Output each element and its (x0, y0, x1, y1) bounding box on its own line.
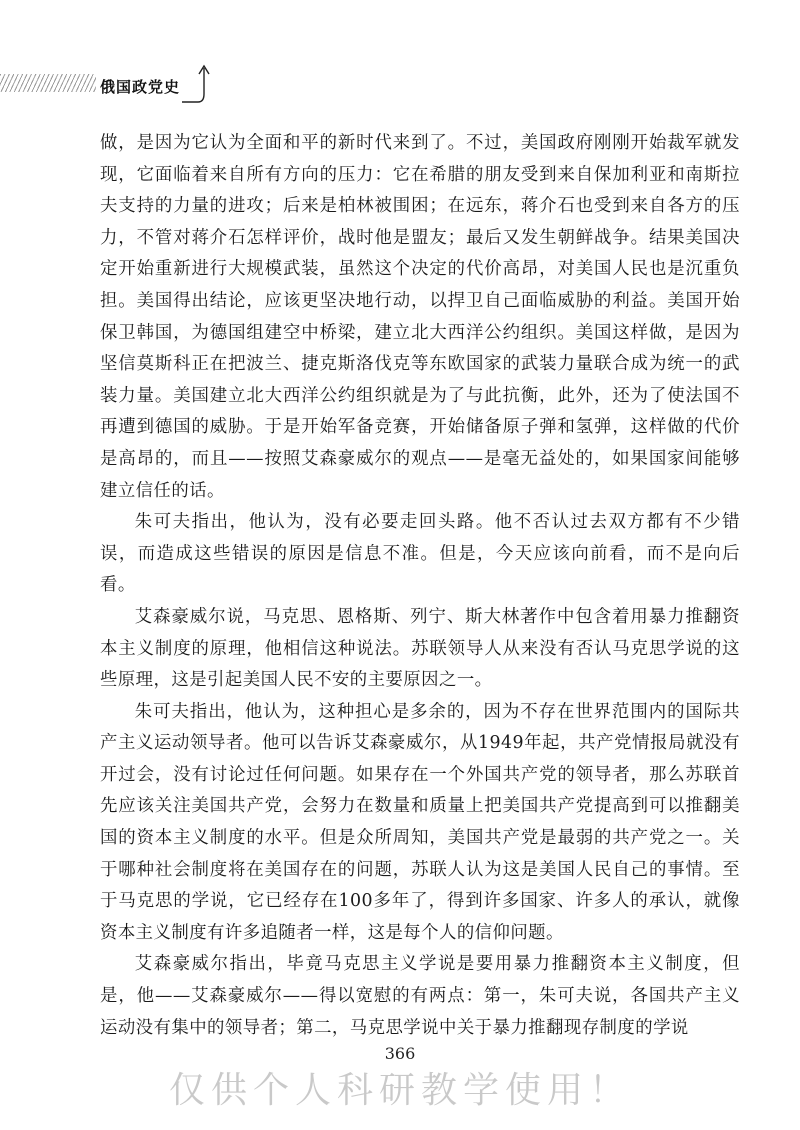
paragraph-5: 艾森豪威尔指出，毕竟马克思主义学说是要用暴力推翻资本主义制度，但是，他——艾森豪威尔——得以宽慰的有两点：第一，朱可夫说，各国共产主义运动没有集中的领导者；第二，马克思学说中关于暴力推翻现存制度的学说 (100, 954, 740, 1038)
header-stripe-decoration (0, 74, 96, 92)
page-number: 366 (384, 1044, 416, 1063)
page-body (100, 128, 740, 1044)
running-header (0, 62, 230, 106)
paragraph-4: 朱可夫指出，他认为，这种担心是多余的，因为不存在世界范围内的国际共产主义运动领导者。他可以告诉艾森豪威尔，从1949年起，共产党情报局就没有开过会，没有讨论过任何问题。如果存在一个外国共产党的领导者，那么苏联首先应该关注美国共产党，会努力在数量和质量上把美国共产党提高到可以推翻美国的资本主义制度的水平。但是众所周知，美国共产党是最弱的共产党之一。关于哪种社会制度将在美国存在的问题，苏联人认为这是美国人民自己的事情。至于马克思的学说，它已经存在100多年了，得到许多国家、许多人的承认，就像资本主义制度有许多追随者一样，这是每个人的信仰问题。 (100, 701, 740, 943)
up-arrow-icon (180, 62, 214, 106)
book-title: 俄国政党史 (100, 78, 181, 96)
paragraph-1: 做，是因为它认为全面和平的新时代来到了。不过，美国政府刚刚开始裁军就发现，它面临着来自所有方向的压力：它在希腊的朋友受到来自保加利亚和南斯拉夫支持的力量的进攻；后来是柏林被围困；在远东，蒋介石也受到来自各方的压力，不管对蒋介石怎样评价，战时他是盟友；最后又发生朝鲜战争。结果美国决定开始重新进行大规模武装，虽然这个决定的代价高昂，对美国人民也是沉重负担。美国得出结论，应该更坚决地行动，以捍卫自己面临威胁的利益。美国开始保卫韩国，为德国组建空中桥梁，建立北大西洋公约组织。美国这样做，是因为坚信莫斯科正在把波兰、捷克斯洛伐克等东欧国家的武装力量联合成为统一的武装力量。美国建立北大西洋公约组织就是为了与此抗衡，此外，还为了使法国不再遭到德国的威胁。于是开始军备竞赛，开始储备原子弹和氢弹，这样做的代价是高昂的，而且——按照艾森豪威尔的观点——是毫无益处的，如果国家间能够建立信任的话。 (100, 133, 740, 501)
paragraph-2: 朱可夫指出，他认为，没有必要走回头路。他不否认过去双方都有不少错误，而造成这些错误的原因是信息不准。但是，今天应该向前看，而不是向后看。 (100, 512, 740, 596)
paragraph-3: 艾森豪威尔说，马克思、恩格斯、列宁、斯大林著作中包含着用暴力推翻资本主义制度的原理，他相信这种说法。苏联领导人从来没有否认马克思学说的这些原理，这是引起美国人民不安的主要原因之一。 (100, 606, 740, 691)
watermark-text: 仅供个人科研教学使用！ (168, 1070, 631, 1111)
